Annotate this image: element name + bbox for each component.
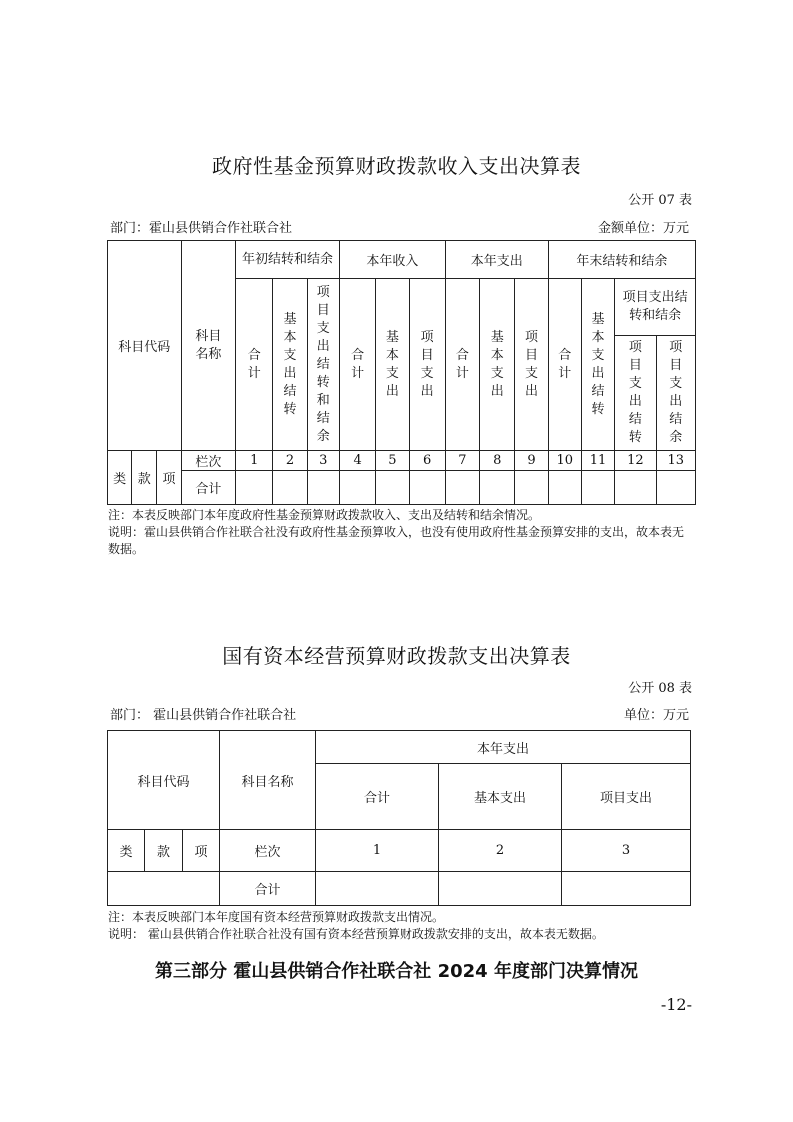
table7-empty-cell [515,471,548,505]
table7-empty-cell [236,471,273,505]
table8-col-total: 合计 [316,764,439,830]
table7-head-code: 科目代码 [108,241,182,451]
table7-empty-cell [615,471,656,505]
table7-empty-cell [480,471,515,505]
table8-cell-lei: 类 [108,830,145,872]
table7-row-lanci [108,451,696,471]
table8-explanation: 说明： 霍山县供销合作社联合社没有国有资本经营预算财政拨款安排的支出，故本表无数据。 [108,927,604,941]
table8-row-lanci [108,830,691,872]
table8-empty-cell [316,872,439,906]
table7-empty-cell [656,471,695,505]
table7-empty-cell [273,471,307,505]
table7-col-proj-3: 项目支出 [515,279,548,451]
table7-col-basic-carry-4: 基本支出结转 [581,279,614,451]
table7-note: 注：本表反映部门本年度政府性基金预算财政拨款收入、支出及结转和结余情况。 [108,508,541,522]
table8-head-code: 科目代码 [108,731,220,830]
table7-explanation: 说明：霍山县供销合作社联合社没有政府性基金预算收入，也没有使用政府性基金预算安排的支出，故本表无数据。 [108,525,685,556]
table8-head-name: 科目名称 [220,731,316,830]
table7-num: 11 [581,451,614,471]
table7-num: 4 [339,451,375,471]
table7-num: 1 [236,451,273,471]
table8-code: 公开 08 表 [628,681,692,696]
table8-empty-cell [108,872,220,906]
table7-empty-cell [581,471,614,505]
table7-col-proj-jy: 项目支出结余 [656,336,695,451]
table7-col-proj-jz: 项目支出结转 [615,336,656,451]
table8-title: 国有资本经营预算财政拨款支出决算表 [222,644,571,668]
table7-empty-cell [339,471,375,505]
table7-title: 政府性基金预算财政拨款收入支出决算表 [212,154,581,178]
table7 [107,240,696,505]
table8-cell-kuan: 款 [145,830,183,872]
table7-empty-cell [445,471,479,505]
table7-head-income: 本年收入 [339,241,445,279]
table8-num: 2 [439,830,562,872]
table7-col-total-4: 合计 [548,279,581,451]
table7-empty-cell [548,471,581,505]
table7-col-proj-carry-1: 项目支出结转和结余 [307,279,339,451]
table7-cell-total: 合计 [181,471,235,505]
table7-cell-lanci: 栏次 [181,451,235,471]
table8-num: 1 [316,830,439,872]
table8-cell-xiang: 项 [183,830,220,872]
table8-num: 3 [562,830,691,872]
table7-header-row1 [108,241,696,279]
table8-col-proj: 项目支出 [562,764,691,830]
table7-row-total [108,471,696,505]
table7-empty-cell [307,471,339,505]
table7-cell-lei: 类 [108,451,132,505]
table7-cell-kuan: 款 [132,451,157,505]
table7-head-name: 科目名称 [181,241,235,451]
table8-unit: 单位：万元 [623,708,689,723]
table7-num: 6 [409,451,445,471]
table7-head-end: 年末结转和结余 [548,241,695,279]
table8-col-basic: 基本支出 [439,764,562,830]
table7-num: 9 [515,451,548,471]
table7-col-proj-carry-4: 项目支出结转和结余 [615,279,696,336]
table7-dept: 部门：霍山县供销合作社联合社 [110,221,293,236]
table7-num: 5 [376,451,409,471]
table7-col-basic-carry-1: 基本支出结转 [273,279,307,451]
table7-num: 3 [307,451,339,471]
table8-header-row1 [108,731,691,764]
table7-col-total-3: 合计 [445,279,479,451]
table7-num: 7 [445,451,479,471]
table8-row-total [108,872,691,906]
table7-cell-xiang: 项 [157,451,181,505]
table7-empty-cell [409,471,445,505]
table7-col-basic-2: 基本支出 [376,279,409,451]
table8-empty-cell [562,872,691,906]
table8-empty-cell [439,872,562,906]
table7-col-basic-3: 基本支出 [480,279,515,451]
table7-code: 公开 07 表 [628,193,692,208]
table7-num: 12 [615,451,656,471]
table8-dept: 部门： 霍山县供销合作社联合社 [110,708,297,723]
table7-num: 2 [273,451,307,471]
page-number: -12- [660,995,692,1014]
table7-num: 13 [656,451,695,471]
table7-unit: 金额单位：万元 [597,221,689,236]
table7-num: 8 [480,451,515,471]
table7-empty-cell [376,471,409,505]
table7-num: 10 [548,451,581,471]
table7-col-total-2: 合计 [339,279,375,451]
table8-cell-lanci: 栏次 [220,830,316,872]
table7-col-total-1: 合计 [236,279,273,451]
table8-note: 注：本表反映部门本年度国有资本经营预算财政拨款支出情况。 [108,910,445,924]
table7-head-begin: 年初结转和结余 [236,241,340,279]
table8-cell-total: 合计 [220,872,316,906]
table8-head-expense: 本年支出 [316,731,691,764]
table8 [107,730,691,906]
table7-col-proj-2: 项目支出 [409,279,445,451]
part-heading: 第三部分 霍山县供销合作社联合社 2024 年度部门决算情况 [155,961,638,982]
table7-head-expense: 本年支出 [445,241,548,279]
